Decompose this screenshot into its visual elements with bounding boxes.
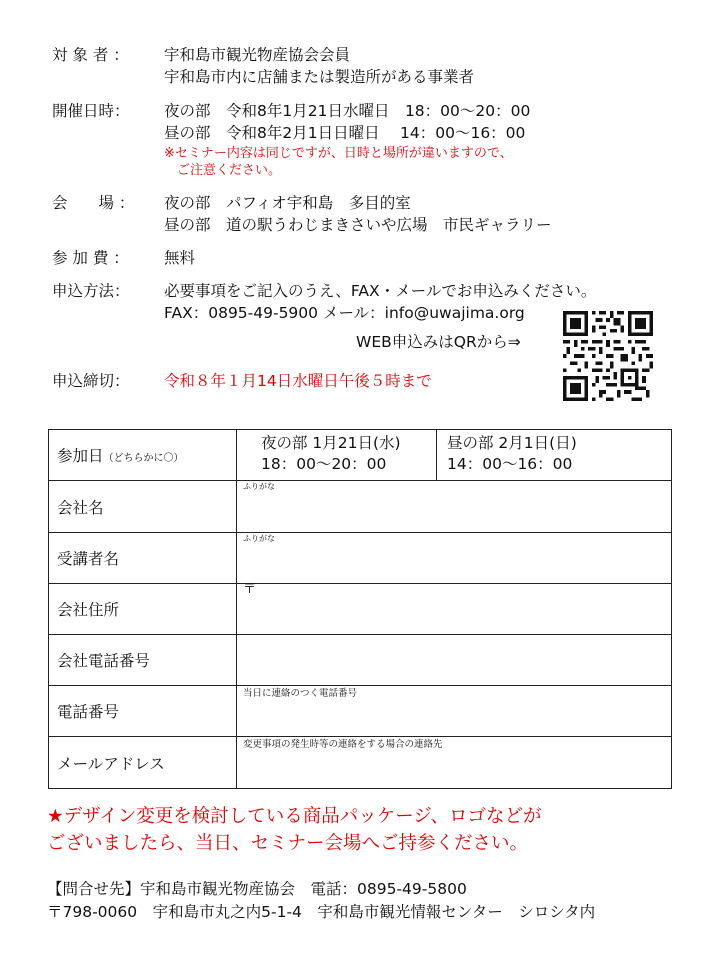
company-furigana-hint: ふりがな bbox=[243, 482, 275, 491]
apply-contact: FAX：0895-49-5900 メール：info@uwajima.org bbox=[164, 304, 525, 322]
day-session-option[interactable] bbox=[437, 430, 672, 481]
night-session-time: 18：00〜20：00 bbox=[261, 455, 387, 473]
target-label: 対 象 者 ： bbox=[52, 46, 129, 64]
deadline-value: 令和８年１月14日水曜日午後５時まで bbox=[164, 372, 432, 390]
participation-day-label bbox=[49, 430, 237, 481]
venue-day: 昼の部 道の駅うわじまきさいや広場 市民ギャラリー bbox=[164, 216, 552, 234]
email-label: メールアドレス bbox=[49, 737, 237, 789]
phone-field[interactable] bbox=[237, 686, 672, 737]
notice-line-1: ★デザイン変更を検討している商品パッケージ、ロゴなどが bbox=[47, 806, 542, 827]
application-form bbox=[48, 429, 672, 789]
company-address-label: 会社住所 bbox=[49, 584, 237, 635]
footer-contact-line-1: 【問合せ先】宇和島市観光物産協会 電話：0895-49-5800 bbox=[47, 880, 467, 898]
footer-contact-line-2: 〒798-0060 宇和島市丸之内5-1-4 宇和島市観光情報センター シロシタ内 bbox=[47, 903, 596, 921]
day-session-title: 昼の部 2月1日(日) bbox=[447, 434, 577, 452]
postal-mark: 〒 bbox=[243, 582, 257, 597]
datetime-label: 開催日時： bbox=[52, 102, 130, 120]
target-line-2: 宇和島市内に店舗または製造所がある事業者 bbox=[164, 68, 475, 86]
apply-text: 必要事項をご記入のうえ、FAX・メールでお申込みください。 bbox=[164, 282, 597, 300]
datetime-note-1: ※セミナー内容は同じですが、日時と場所が違いますので、 bbox=[164, 146, 513, 161]
deadline-label: 申込締切： bbox=[52, 372, 130, 390]
phone-label: 電話番号 bbox=[49, 686, 237, 737]
night-session-option[interactable] bbox=[237, 430, 437, 481]
venue-label: 会 場 ： bbox=[52, 194, 135, 212]
email-field[interactable] bbox=[237, 737, 672, 789]
apply-label: 申込方法： bbox=[52, 282, 130, 300]
participation-day-hint: （どちらかに〇） bbox=[103, 453, 184, 464]
notice-line-2: ございましたら、当日、セミナー会場へご持参ください。 bbox=[47, 833, 529, 854]
email-hint: 変更事項の発生時等の連絡をする場合の連絡先 bbox=[243, 739, 443, 750]
company-address-field[interactable] bbox=[237, 584, 672, 635]
company-phone-field[interactable] bbox=[237, 635, 672, 686]
company-name-label: 会社名 bbox=[49, 481, 237, 533]
venue-night: 夜の部 パフィオ宇和島 多目的室 bbox=[164, 194, 411, 212]
fee-value: 無料 bbox=[164, 249, 196, 267]
datetime-night: 夜の部 令和8年1月21日水曜日 18：00〜20：00 bbox=[164, 102, 531, 120]
company-phone-label: 会社電話番号 bbox=[49, 635, 237, 686]
company-name-field[interactable] bbox=[237, 481, 672, 533]
attendee-name-field[interactable] bbox=[237, 533, 672, 584]
phone-hint: 当日に連絡のつく電話番号 bbox=[243, 688, 358, 699]
fee-label: 参 加 費 ： bbox=[52, 249, 129, 267]
day-session-time: 14：00〜16：00 bbox=[447, 455, 573, 473]
attendee-furigana-hint: ふりがな bbox=[243, 534, 275, 543]
target-line-1: 宇和島市観光物産協会会員 bbox=[164, 46, 351, 64]
datetime-day: 昼の部 令和8年2月1日日曜日 14：00〜16：00 bbox=[164, 124, 526, 142]
participation-day-title: 参加日 bbox=[57, 447, 104, 465]
qr-code-icon[interactable] bbox=[563, 311, 653, 401]
attendee-name-label: 受講者名 bbox=[49, 533, 237, 584]
night-session-title: 夜の部 1月21日(水) bbox=[261, 434, 401, 452]
datetime-note-2: ご注意ください。 bbox=[164, 163, 282, 178]
apply-web-qr: WEB申込みはQRから⇒ bbox=[356, 333, 521, 351]
